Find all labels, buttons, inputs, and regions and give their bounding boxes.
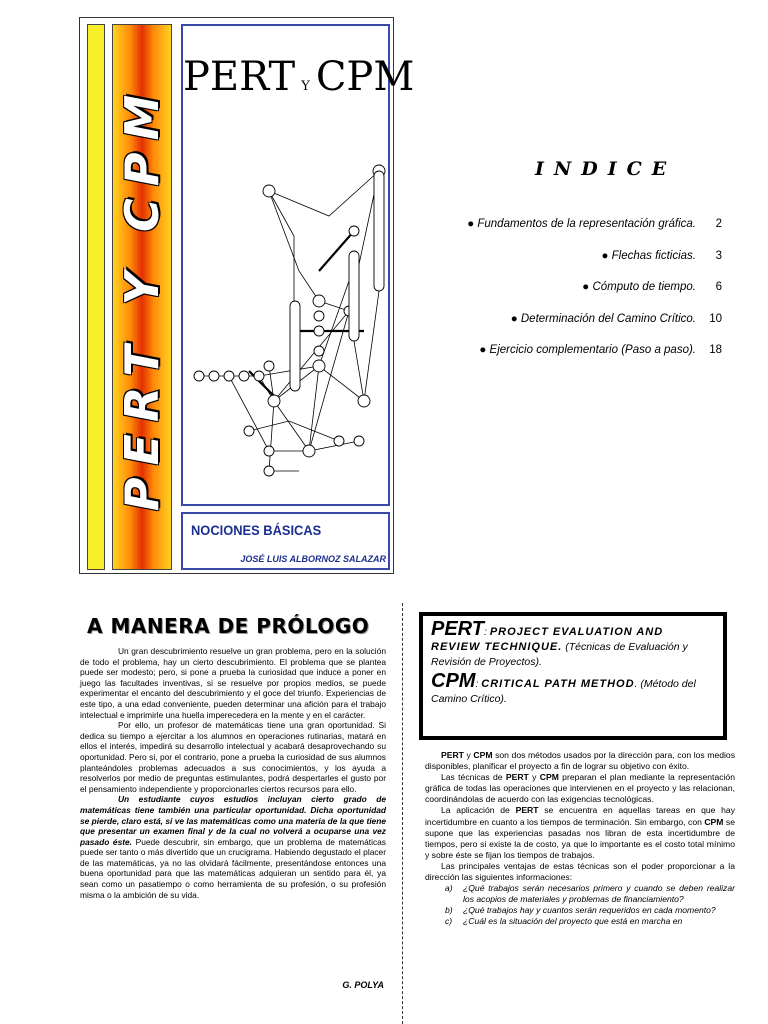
index-item-label: ● Cómputo de tiempo. (582, 281, 696, 293)
bold-term: PERT (515, 805, 539, 816)
text-run: se encuentra en aquellas tareas en que hay incertidumbre en cuanto a los tiempos de terminación. Sin embargo, con (425, 805, 736, 827)
text-run: y (528, 772, 540, 783)
prologue-paragraph-3 (80, 794, 386, 900)
text-run: y (463, 750, 474, 760)
bold-term: CPM (539, 772, 559, 783)
index-item-label: ● Ejercicio complementario (Paso a paso). (479, 344, 696, 356)
index-item-label: ● Determinación del Camino Crítico. (510, 312, 696, 325)
prologue-passage-rest: Puede descubrir, sin embargo, que un problema de matemáticas puede ser tanto o más divertido que un crucigrama. Habiendo degustado el placer de las matemáticas, ya no las olvidará fácilmente, presentándose entonces una buena oportunidad para que las matemáticas adquieran un sentido para él, ya sean como un pasatiempo o como herramienta de su profesión, o su profesión misma o la ambición de su vida. (80, 836, 386, 900)
index-item[interactable] (402, 218, 722, 250)
cover-bottom-panel (181, 512, 390, 570)
body-paragraph-3 (425, 805, 735, 860)
prologue-paragraph-1: Un gran descubrimiento resuelve un gran problema, pero en la solución de todo el problema, hay un cierto descubrimiento. El problema que se plantea puede ser modesto; pero, si pone a prueba la curiosidad que induce a poner en juego las facultades inventivas, si se resuelve por propios medios, se puede experimentar el encanto del descubrimiento y el goce del triunfo. Experiencias de este tipo, a una edad conveniente, pueden determinar una afición para el trabajo intelectual e imprimirle una huella imperecedera en la mente y en el carácter. (80, 646, 386, 720)
index-item-page: 6 (715, 281, 722, 293)
cover-subtitle: NOCIONES BÁSICAS (191, 522, 322, 538)
cover-vertical-title: PERT Y CPM (115, 82, 169, 512)
cpm-spanish: . (Método del Camino Crítico). (431, 678, 696, 705)
body-paragraph-2 (425, 772, 735, 805)
index-item-page: 10 (709, 312, 722, 325)
list-item (445, 916, 735, 927)
list-item-text: ¿Qué trabajos hay y cuantos serán requeridos en cada momento? (463, 905, 716, 916)
network-diagram-illustration (189, 151, 386, 491)
index-title: INDICE (535, 158, 677, 180)
prologue-text (80, 646, 386, 900)
text-run: preparan el plan mediante la representación gráfica de todas las operaciones que intervienen en el proyecto y las relacionan, coordinándolas de acuerdo con las exigencias tecnológicas. (425, 772, 735, 805)
prologue-title: A MANERA DE PRÓLOGO (87, 614, 370, 638)
cpm-english: CRITICAL PATH METHOD (481, 678, 635, 690)
list-item (445, 883, 735, 905)
index-item-page: 18 (709, 344, 722, 356)
cpm-definition (431, 670, 715, 707)
list-item (445, 905, 735, 916)
definitions-box (419, 612, 727, 740)
cpm-colon: : (475, 678, 479, 690)
bold-term: PERT (505, 772, 529, 783)
prologue-bold-passage: Un estudiante cuyos estudios incluyan cierto grado de matemáticas tiene también una particular oportunidad. Dicha oportunidad se pierde, claro está, si ve las matemáticas como una materia de la que tiene que presentar un examen final y de la cual no volverá a ocuparse una vez pasado éste. (80, 794, 386, 847)
list-marker: b) (445, 905, 453, 916)
bold-term: PERT (441, 750, 464, 760)
pert-definition (431, 618, 715, 670)
list-marker: c) (445, 916, 453, 927)
cover-main-panel (181, 24, 415, 506)
index-item[interactable] (402, 313, 722, 345)
cover-author: JOSÉ LUIS ALBORNOZ SALAZAR (240, 554, 386, 564)
prologue-paragraph-2: Por ello, un profesor de matemáticas tiene una gran oportunidad. Si dedica su tiempo a ejercitar a los alumnos en operaciones rutinarias, matará en ellos el interés, impedirá su desarrollo intelectual y acabará desaprovechando su oportunidad. Pero si, por el contrario, pone a prueba la curiosidad de sus alumnos planteándoles problemas adecuados a sus conocimientos, y los ayuda a resolverlos por medio de preguntas estimulantes, podrá despertarles el gusto por el pensamiento independiente y proporcionarles ciertos recursos para ello. (80, 720, 386, 794)
index-list (402, 218, 722, 376)
pert-english: PROJECT EVALUATION AND REVIEW TECHNIQUE. (431, 626, 664, 653)
pert-term: PERT (431, 618, 484, 640)
pert-spanish: (Técnicas de Evaluación y Revisión de Proyectos). (431, 641, 688, 668)
index-item-label: ● Flechas ficticias. (601, 249, 696, 262)
index-item-page: 2 (715, 218, 722, 230)
index-item-label: ● Fundamentos de la representación gráfica. (467, 218, 696, 230)
bold-term: CPM (704, 816, 724, 827)
text-run: son dos métodos usados por la dirección para, con los medios disponibles, planificar el proyecto a fin de lograr su objetivo con éxito. (425, 750, 736, 772)
right-column-text (425, 750, 735, 928)
cpm-term: CPM (431, 670, 476, 692)
list-item-text: ¿Qué trabajos serán necesarios primero y cuando se deben realizar los acopios de materiales y problemas de financiamiento? (463, 883, 735, 905)
column-divider (402, 603, 403, 1024)
index-item[interactable] (402, 250, 722, 282)
body-paragraph-4: Las principales ventajas de estas técnicas son el poder proporcionar a la dirección las siguientes informaciones: (425, 860, 735, 883)
list-marker: a) (445, 883, 453, 894)
pert-colon: : (483, 626, 487, 638)
cover-yellow-strip (87, 24, 105, 570)
bold-term: CPM (473, 750, 493, 760)
text-run: La aplicación de (441, 805, 516, 816)
prologue-signature: G. POLYA (342, 980, 384, 990)
text-run: Las técnicas de (441, 772, 506, 783)
text-run: se supone que las experiencias pasadas nos libran de esta incertidumbre de tiempos, pero si existe la de costo, ya que lo importante es el costo total mínimo y sobre éste se fijan los tiempos de trabajos. (425, 816, 735, 860)
index-item-page: 3 (715, 249, 722, 262)
body-paragraph-1 (425, 750, 735, 772)
index-item[interactable] (402, 281, 722, 313)
advantages-list (445, 883, 735, 927)
cover-image (79, 17, 415, 574)
list-item-text: ¿Cuál es la situación del proyecto que está en marcha en (463, 916, 683, 927)
index-item[interactable] (402, 344, 722, 376)
cover-title: PERT Y CPM (183, 54, 415, 100)
